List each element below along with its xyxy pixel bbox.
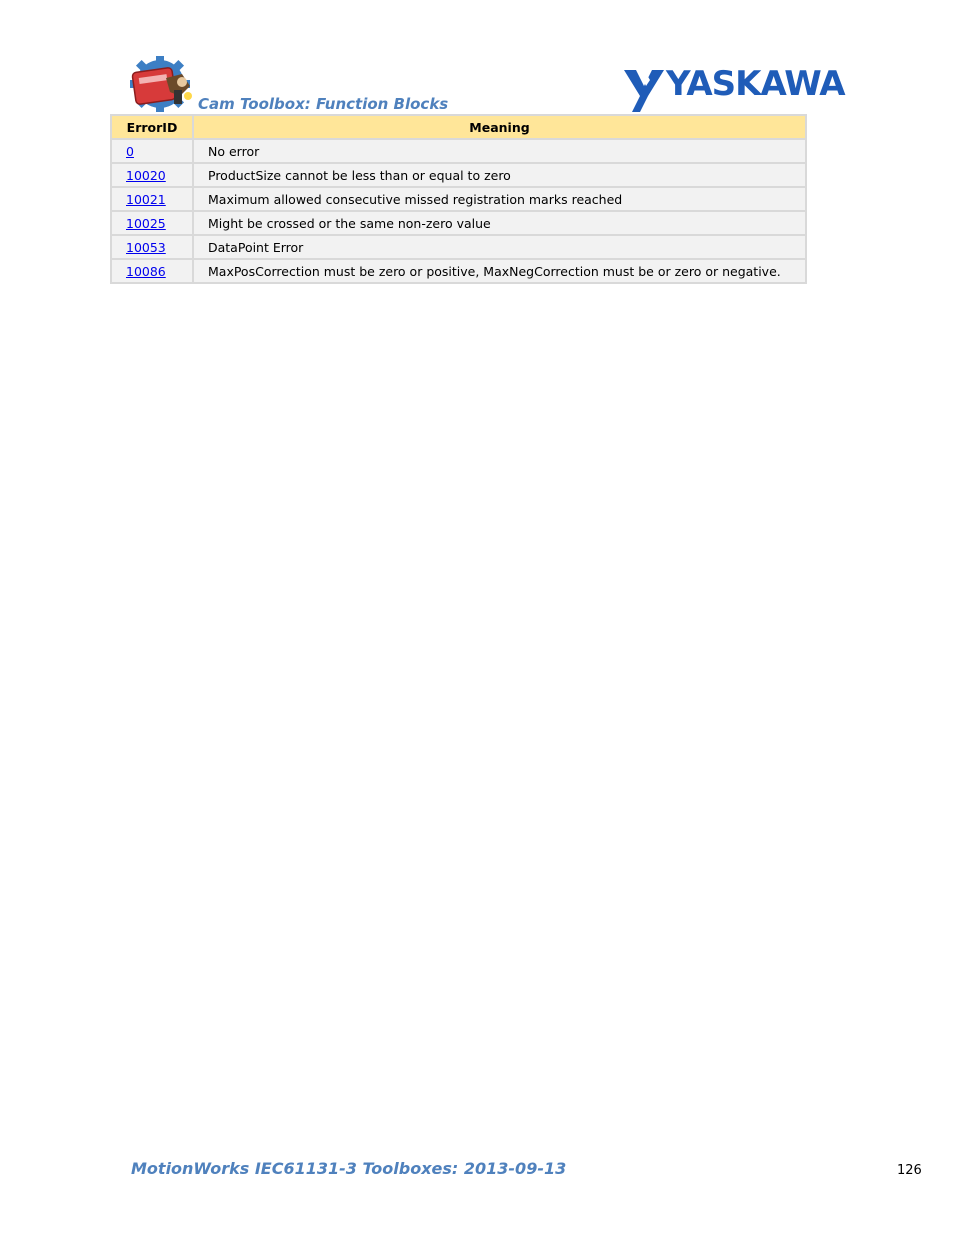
error-id-link[interactable]: 10053 — [126, 239, 166, 255]
error-id-cell — [112, 188, 192, 210]
error-id-link[interactable]: 10021 — [126, 191, 166, 207]
error-meaning-cell: DataPoint Error — [194, 236, 805, 258]
header-title: Cam Toolbox: Function Blocks — [198, 95, 449, 113]
footer-title: MotionWorks IEC61131-3 Toolboxes: 2013-09-13 — [131, 1159, 567, 1178]
error-meaning-cell: MaxPosCorrection must be zero or positive, MaxNegCorrection must be or zero or negative. — [194, 260, 805, 282]
error-id-cell — [112, 212, 192, 234]
table-row — [112, 164, 805, 186]
page-number: 126 — [897, 1163, 922, 1178]
error-meaning-cell: No error — [194, 140, 805, 162]
error-id-cell — [112, 236, 192, 258]
error-id-link[interactable]: 10086 — [126, 263, 166, 279]
table-row — [112, 212, 805, 234]
table-row — [112, 140, 805, 162]
brand-logo-text: YASKAWA — [666, 64, 845, 104]
error-meaning-cell: ProductSize cannot be less than or equal to zero — [194, 164, 805, 186]
table-header-row — [112, 116, 805, 138]
error-meaning-cell: Might be crossed or the same non-zero value — [194, 212, 805, 234]
error-meaning-cell: Maximum allowed consecutive missed registration marks reached — [194, 188, 805, 210]
error-id-cell — [112, 140, 192, 162]
error-table — [110, 114, 807, 284]
cam-toolbox-icon — [130, 56, 200, 112]
column-header-errorid: ErrorID — [112, 116, 192, 138]
error-id-link[interactable]: 0 — [126, 143, 134, 159]
table-row — [112, 260, 805, 282]
error-id-cell — [112, 260, 192, 282]
column-header-meaning: Meaning — [194, 116, 805, 138]
error-id-cell — [112, 164, 192, 186]
error-id-link[interactable]: 10025 — [126, 215, 166, 231]
table-row — [112, 188, 805, 210]
error-id-link[interactable]: 10020 — [126, 167, 166, 183]
table-row — [112, 236, 805, 258]
